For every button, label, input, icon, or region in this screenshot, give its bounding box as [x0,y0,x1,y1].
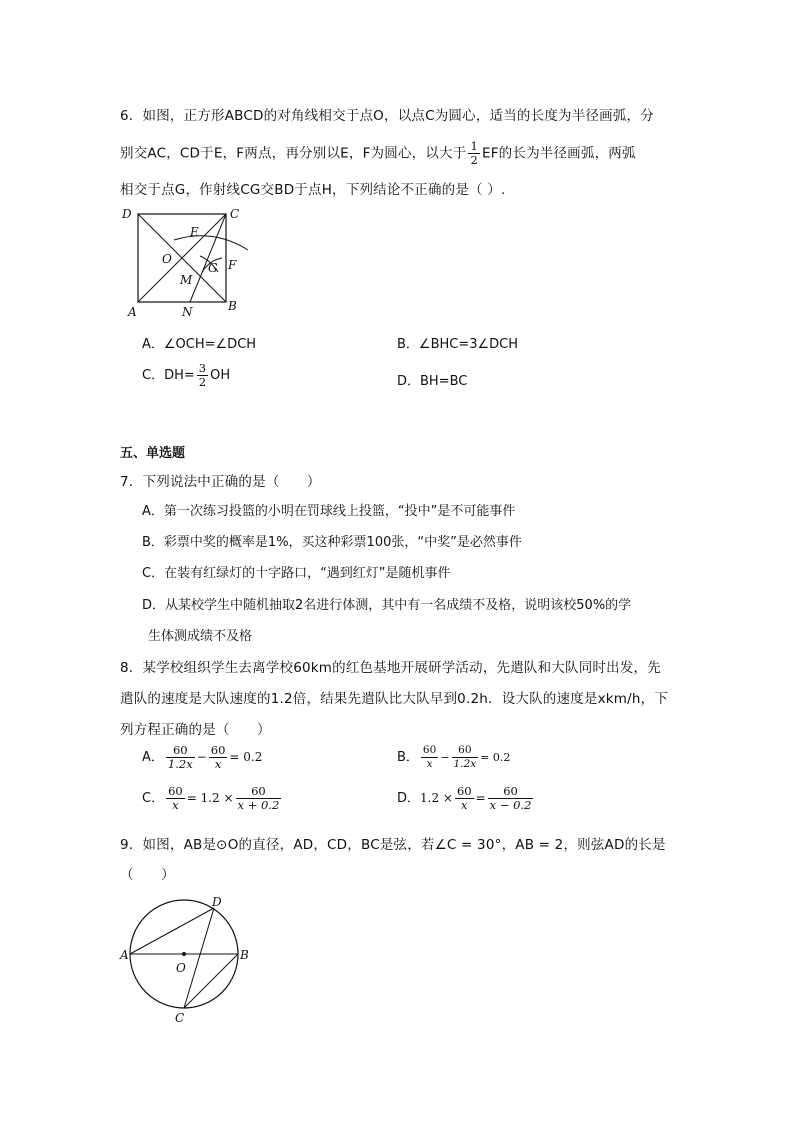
q6-frac-den: 2 [470,153,478,167]
label-B: B [240,948,249,962]
q9-line2: （ ） [120,867,175,883]
label-O: O [162,252,172,266]
label-D: D [212,895,222,909]
q8-optc-mid: = 1.2 × [186,791,234,805]
q8-optd-mid: = [475,791,486,805]
q8-optd-f2n: 60 [488,785,534,799]
label-N: N [182,305,193,318]
q8-optb-frac1 [421,744,438,771]
q6-square-figure [118,202,258,318]
label-C: C [175,1011,185,1024]
q6-option-a: A．∠OCH=∠DCH [142,337,257,352]
q8-optb-mid: − [440,751,450,764]
q8-optd-frac2 [488,785,534,812]
q6-line1: 6．如图，正方形ABCD的对角线相交于点O，以点C为圆心，适当的长度为半径画弧，分 [120,108,654,124]
q8-optd-label: D． [397,791,421,806]
q7-option-d-line1: D．从某校学生中随机抽取2名进行体测，其中有一名成绩不及格，说明该校50%的学 [142,598,632,613]
q8-optb-label: B． [397,750,419,765]
q8-opta-f1n: 60 [166,744,195,758]
q8-optd-f2d: x − 0.2 [489,798,532,812]
q8-optc-f1n: 60 [168,784,183,798]
q8-optc-f2d: x + 0.2 [237,798,280,812]
label-A: A [120,948,129,962]
q8-optb-end: = 0.2 [480,751,511,764]
q6-option-c [142,362,230,389]
q8-opta-f2d: x [214,757,222,771]
q8-optb-f1d: x [426,758,433,770]
q8-opta-mid: − [196,750,207,764]
label-M: M [180,273,193,287]
q8-optb-f2d: 1.2x [453,758,477,770]
q8-line3: 列方程正确的是（ ） [120,722,271,738]
q8-line1: 8．某学校组织学生去离学校60km的红色基地开展研学活动，先遣队和大队同时出发，先 [120,660,661,676]
q7-option-b: B．彩票中奖的概率是1%，买这种彩票100张，“中奖”是必然事件 [142,535,522,550]
q8-opta-frac1 [166,744,195,771]
q8-optb-frac2 [452,744,479,771]
label-D: D [122,207,132,221]
q6-optc-fraction [197,362,208,389]
label-C: C [230,207,240,221]
chord-ad [130,908,214,954]
q6-line3: 相交于点G，作射线CG交BD于点H，下列结论不正确的是（ ）. [120,182,506,198]
q7-option-d-line2: 生体测成绩不及格 [148,629,253,644]
q8-optd-pre: 1.2 × [420,791,453,805]
q8-optc-f2n: 60 [236,785,282,799]
q8-optd-f1n: 60 [456,784,472,798]
q8-line2: 遣队的速度是大队速度的1.2倍，结果先遣队比大队早到0.2h．设大队的速度是xkm/h，下 [120,691,669,707]
q6-optc-after: OH [210,368,231,383]
q7-option-c: C．在装有红绿灯的十字路口，“遇到红灯”是随机事件 [142,566,451,581]
q8-optb-f2n: 60 [452,744,479,758]
q6-option-d: D．BH=BC [397,374,468,389]
section-title: 五、单选题 [120,446,186,461]
arc-ef [174,236,248,250]
label-F: F [228,258,237,272]
q8-opta-f1d: 1.2x [167,757,193,771]
label-A: A [128,305,137,318]
q8-opta-label: A． [142,750,164,765]
label-G: G [208,261,218,275]
q6-line2 [120,140,636,167]
q8-option-b [397,744,510,771]
q8-optc-frac2 [236,785,282,812]
q8-opta-end: = 0.2 [229,750,263,764]
center-point [182,952,186,956]
q8-option-c [142,785,283,812]
q8-optc-label: C． [142,791,165,806]
q6-optc-den: 2 [198,375,207,389]
q9-circle-figure [116,892,256,1024]
q8-option-a [142,744,262,771]
q6-line2-after: EF的长为半径画弧，两弧 [481,145,636,162]
q8-optb-f1n: 60 [422,744,437,756]
q6-optc-before: C．DH= [142,368,195,383]
label-E: E [190,225,199,239]
label-O: O [176,961,186,975]
q8-option-d [397,785,535,812]
q6-fraction-half [468,140,480,167]
q8-opta-frac2 [209,744,228,771]
q8-optc-frac1 [166,785,185,812]
q8-opta-f2n: 60 [210,743,226,757]
q7-stem: 7．下列说法中正确的是（ ） [120,474,321,490]
q8-optd-f1d: x [461,798,468,812]
q9-line1: 9．如图，AB是⊙O的直径，AD，CD，BC是弦，若∠C = 30°，AB = 2，则弦AD的长是 [120,837,666,853]
q6-frac-num: 1 [470,139,478,153]
q7-option-a: A．第一次练习投篮的小明在罚球线上投篮，“投中”是不可能事件 [142,504,516,519]
label-B: B [228,299,237,313]
q6-option-b: B．∠BHC=3∠DCH [397,337,519,352]
q6-line2-before: 别交AC，CD于E，F两点，再分别以E，F为圆心，以大于 [120,145,467,162]
q8-optc-f1d: x [172,798,179,812]
q8-optd-frac1 [455,785,474,812]
q6-optc-num: 3 [198,361,207,375]
